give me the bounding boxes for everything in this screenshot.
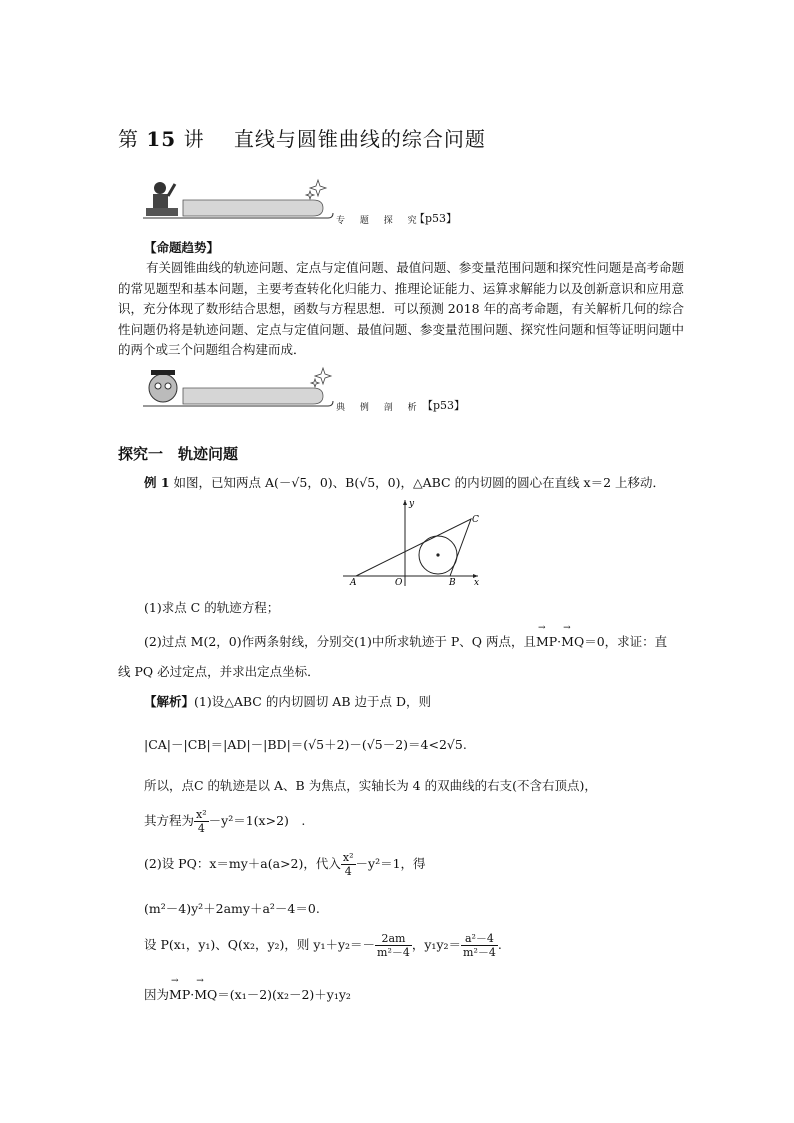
equation-prefix: 其方程为 (144, 813, 195, 828)
fraction-x2-over-4-b (341, 851, 356, 878)
solution-line-5 (144, 851, 426, 878)
question-2 (144, 632, 667, 650)
geometry-figure (338, 494, 488, 593)
fraction-denominator: m²－4 (377, 946, 410, 959)
label-b: B (449, 578, 456, 588)
vector-mq-2: → MQ (194, 987, 217, 1002)
label-o: O (395, 578, 403, 588)
title-unit: 讲 (183, 127, 205, 151)
y-axis-arrow (403, 500, 407, 505)
banner-page-ref: 【p53】 (414, 212, 458, 225)
triangle-abc (356, 519, 471, 576)
fraction-denominator: 4 (197, 822, 205, 835)
dot-operator-2: · (190, 987, 195, 1002)
fraction-denominator: m²－4 (463, 946, 496, 959)
title-lecture: 第 (118, 127, 139, 151)
fraction-denominator: 4 (344, 865, 352, 878)
fraction-numerator: a²－4 (461, 932, 498, 946)
hyperbola-incircle-diagram (338, 494, 488, 589)
vector-mp: → MP (536, 634, 557, 649)
fraction-numerator: 2am (375, 932, 412, 946)
trend-paragraph: 有关圆锥曲线的轨迹问题、定点与定值问题、最值问题、参变量范围问题和探究性问题是高考命题的常见题型和基本问题，主要考查转化化归能力、推理论证能力、运算求解能力以及创新意识和应用意识，充分体现了数形结合思想，函数与方程思想．可以预测 2018 年的高考命题，有关解析几何的综合性问题仍将是轨迹问题、定点与定值问题、最值问题、参变量范围问题、探究性问题和恒等证明问题中的两个或三个问题组合构建而成． (118, 260, 684, 357)
substitution-prefix: (2)设 PQ：x＝my＋a(a>2)，代入 (144, 856, 341, 871)
vector-mp-2: → MP (169, 987, 190, 1002)
vieta-end: . (497, 937, 502, 952)
fraction-numerator: x² (342, 851, 354, 864)
banner-label-explore: 专 题 探 究 (336, 216, 423, 226)
dot-product-expansion: ＝(x₁－2)(x₂－2)＋y₁y₂ (217, 987, 351, 1002)
example-stem (144, 473, 665, 491)
question-2-continued: 线 PQ 必过定点，并求出定点坐标． (118, 664, 320, 679)
question-1: (1)求点 C 的轨迹方程； (144, 600, 280, 615)
solution-line-1 (144, 692, 431, 710)
page-title (118, 123, 486, 152)
label-a: A (350, 578, 357, 588)
solution-step-1: (1)设△ABC 的内切圆切 AB 边于点 D，则 (194, 694, 431, 709)
fraction-x2-over-4 (194, 808, 209, 835)
solution-heading: 【解析】 (144, 694, 195, 709)
example-stem-text: 如图，已知两点 A(－√5，0)、B(√5，0)，△ABC 的内切圆的圆心在直线 x＝2 上移动． (173, 475, 666, 490)
solution-line-6: (m²－4)y²＋2amy＋a²－4＝0. (144, 901, 320, 916)
incircle-center (436, 553, 439, 556)
solution-line-8 (144, 985, 351, 1003)
solution-line-2: |CA|－|CB|＝|AD|－|BD|＝(√5＋2)－(√5－2)＝4<2√5. (144, 737, 467, 752)
question-2-part-a: (2)过点 M(2，0)作两条射线，分别交(1)中所求轨迹于 P、Q 两点，且 (144, 634, 536, 649)
title-number: 15 (146, 127, 177, 151)
equation-suffix: －y²＝1(x>2) . (208, 813, 306, 828)
dot-operator: · (557, 634, 562, 649)
title-topic: 直线与圆锥曲线的综合问题 (233, 127, 486, 151)
substitution-suffix: －y²＝1，得 (355, 856, 426, 871)
solution-line-7 (144, 932, 502, 959)
fraction-product (461, 932, 498, 959)
explore-heading: 探究一 轨迹问题 (118, 445, 239, 463)
label-c: C (472, 515, 479, 525)
student-reading-icon (146, 182, 178, 216)
vector-mq: → MQ (561, 634, 584, 649)
solution-line-3: 所以，点C 的轨迹是以 A、B 为焦点，实轴长为 4 的双曲线的右支(不含右顶点)， (144, 778, 597, 793)
example-number: 例 1 (144, 475, 170, 490)
dot-product-prefix: 因为 (144, 987, 170, 1002)
owl-mascot-icon (149, 370, 177, 402)
banner-page-ref-2: 【p53】 (422, 399, 466, 412)
sparkle-icon (306, 180, 326, 199)
label-x: x (474, 578, 480, 588)
sparkle-icon-2 (311, 368, 331, 387)
vieta-middle: ，y₁y₂＝ (411, 937, 462, 952)
banner-label-examples: 典 例 剖 析 (336, 403, 423, 413)
trend-heading: 【命题趋势】 (144, 240, 220, 255)
vieta-prefix: 设 P(x₁，y₁)、Q(x₂，y₂)，则 y₁＋y₂＝－ (144, 937, 376, 952)
question-2-part-b: ＝0，求证：直 (584, 634, 668, 649)
fraction-numerator: x² (196, 808, 207, 821)
label-y: y (409, 499, 415, 509)
fraction-sum (375, 932, 412, 959)
solution-line-4 (144, 808, 305, 835)
